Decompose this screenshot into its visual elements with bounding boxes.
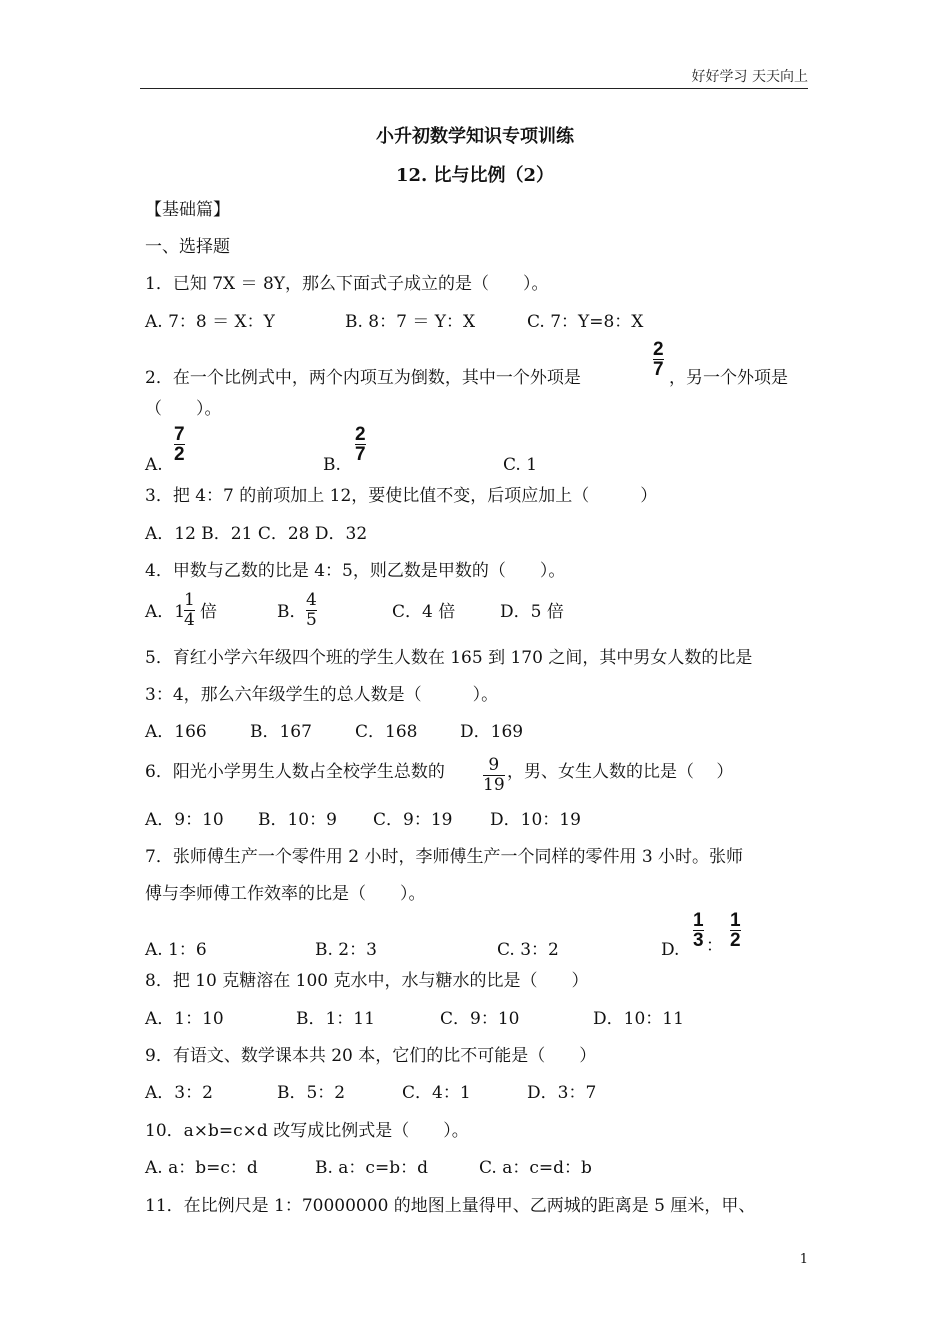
q6-option-b: B．10：9 [258,810,337,830]
q2-stem-line2: （ ）。 [145,399,222,419]
q4-stem: 4．甲数与乙数的比是 4：5，则乙数是甲数的（ ）。 [145,561,566,581]
q10-option-c: C. a：c=d：b [479,1158,592,1178]
header-text: 好好学习 天天向上 [691,69,808,85]
q9-option-d: D．3：7 [527,1083,597,1103]
q10-option-a: A. a：b=c：d [145,1158,258,1178]
q9-option-c: C．4：1 [402,1083,471,1103]
q2-option-a-label: A. [145,455,163,475]
q4-option-b-label: B． [277,602,307,622]
page-title: 小升初数学知识专项训练 [376,126,574,147]
q5-stem-line2: 3：4，那么六年级学生的总人数是（ ）。 [145,685,499,705]
q7-option-d-separator: ： [706,936,723,956]
q6-option-a: A．9：10 [145,810,224,830]
q5-stem-line1: 5．育红小学六年级四个班的学生人数在 165 到 170 之间，其中男女人数的比是 [145,648,753,668]
q6-option-c: C．9：19 [373,810,453,830]
q8-option-b: B．1：11 [296,1009,375,1029]
q9-stem: 9．有语文、数学课本共 20 本，它们的比不可能是（ ） [145,1046,597,1066]
numerator: 1 [184,590,195,610]
q4-option-b-fraction [306,591,317,630]
denominator: 7 [355,444,366,465]
numerator: 1 [730,910,741,931]
q7-option-c: C. 3：2 [497,940,559,960]
q2-option-a-fraction [174,425,185,464]
denominator: 7 [653,359,664,380]
q4-option-a-fraction [184,591,195,630]
q5-option-a: A．166 [145,722,207,742]
denominator: 3 [693,930,704,951]
q10-stem: 10．a×b=c×d 改写成比例式是（ ）。 [145,1121,469,1141]
q3-options: A．12 B．21 C．28 D．32 [145,524,368,544]
q8-option-a: A．1：10 [145,1009,224,1029]
numerator: 1 [693,910,704,931]
q9-option-a: A．3：2 [145,1083,213,1103]
q4-option-d: D．5 倍 [500,602,564,622]
q8-option-c: C．9：10 [440,1009,520,1029]
q3-stem: 3．把 4：7 的前项加上 12，要使比值不变，后项应加上（ ） [145,486,658,506]
q2-stem-fraction [653,340,664,379]
page-subtitle: 12. 比与比例（2） [395,165,555,186]
numerator: 2 [653,339,664,360]
denominator: 19 [483,775,505,795]
q8-stem: 8．把 10 克糖溶在 100 克水中，水与糖水的比是（ ） [145,971,589,991]
section-heading: 【基础篇】 [145,200,230,220]
q1-option-c: C. 7：Y=8：X [527,312,644,332]
q2-stem-after: ，另一个外项是 [669,368,788,388]
q6-stem-before: 6．阳光小学男生人数占全校学生总数的 [145,762,445,782]
q5-option-d: D．169 [460,722,524,742]
page-number: 1 [799,1252,808,1267]
q8-option-d: D．10：11 [593,1009,684,1029]
numerator: 9 [488,755,500,775]
q5-option-b: B．167 [250,722,312,742]
q2-option-c: C. 1 [503,455,538,475]
q10-option-b: B. a：c=b：d [315,1158,428,1178]
q2-option-b-fraction [355,425,366,464]
denominator: 4 [184,610,195,630]
q7-option-a: A. 1：6 [145,940,207,960]
q2-option-b-label: B. [323,455,341,475]
q7-option-d-fraction-1 [693,911,704,950]
q4-option-c: C．4 倍 [392,602,456,622]
q6-stem-fraction [483,756,505,795]
q1-stem: 1．已知 7X ＝ 8Y，那么下面式子成立的是（ ）。 [145,274,549,294]
q6-option-d: D．10：19 [490,810,581,830]
q6-stem-after: ，男、女生人数的比是（ ） [507,762,734,782]
q4-option-a-unit: 倍 [200,602,217,622]
q2-stem-before: 2．在一个比例式中，两个内项互为倒数，其中一个外项是 [145,368,581,388]
q11-stem: 11．在比例尺是 1：70000000 的地图上量得甲、乙两城的距离是 5 厘米，甲、 [145,1196,756,1216]
q4-option-a-label: A．1 [145,602,186,622]
header-rule [140,88,808,89]
denominator: 5 [306,610,317,630]
q7-option-d-fraction-2 [730,911,741,950]
q7-option-d-label: D. [661,940,680,960]
q1-option-a: A. 7：8 ＝ X：Y [145,312,275,332]
q5-option-c: C．168 [355,722,418,742]
numerator: 7 [174,424,185,445]
denominator: 2 [174,444,185,465]
q7-stem-line2: 傅与李师傅工作效率的比是（ ）。 [145,884,426,904]
q7-stem-line1: 7．张师傅生产一个零件用 2 小时，李师傅生产一个同样的零件用 3 小时。张师 [145,847,744,867]
q9-option-b: B．5：2 [277,1083,346,1103]
numerator: 2 [355,424,366,445]
q1-option-b: B. 8：7 ＝ Y：X [345,312,476,332]
numerator: 4 [306,590,317,610]
q7-option-b: B. 2：3 [315,940,377,960]
denominator: 2 [730,930,741,951]
part-heading: 一、选择题 [145,237,230,257]
